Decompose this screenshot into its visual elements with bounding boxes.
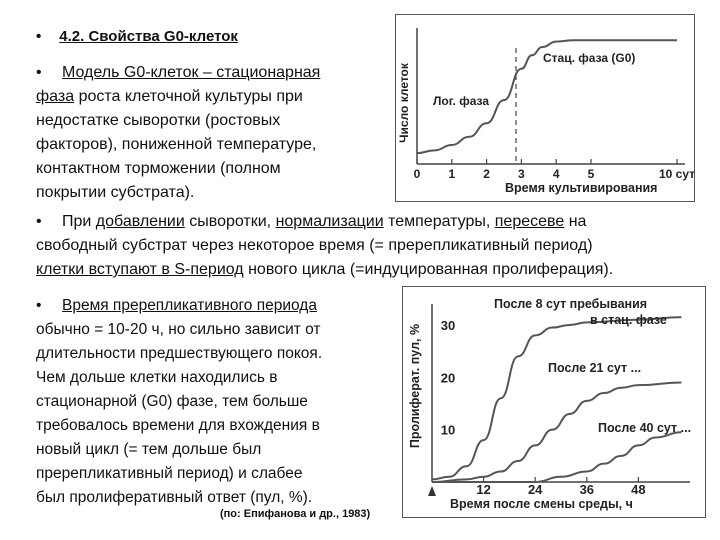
para2-text: на: [564, 213, 587, 230]
para1-text: Модель G0-клеток –: [62, 64, 217, 81]
para2-text: температуры,: [383, 213, 495, 230]
para1-line: [36, 85, 320, 109]
title-bullet: •: [36, 28, 42, 45]
para3-line: обычно = 10-20 ч, но сильно зависит от: [36, 321, 321, 338]
chart2-x-tick-label: 12: [476, 482, 491, 497]
chart1-ylabel: Число клеток: [397, 63, 411, 143]
growth-curve-chart: [395, 14, 695, 202]
chart2-y-tick-label: 20: [440, 370, 456, 386]
chart2-x-tick-label: 48: [631, 482, 646, 497]
chart1-xlabel: Время культивирования: [505, 181, 658, 195]
para1-bullet: •: [36, 64, 42, 81]
para2-text: клетки вступают в S-период: [36, 261, 244, 278]
para3-text: Время пререпликативного периода: [62, 297, 317, 314]
para3-line: стационарной (G0) фазе, тем больше: [36, 393, 308, 410]
chart2-x-tick-label: 24: [527, 482, 543, 497]
paragraph-induced-proliferation: [36, 210, 613, 282]
para1-text: стационарная: [216, 64, 321, 81]
chart2-series-label-8: После 8 сут пребывания: [494, 297, 648, 311]
para1-text: фаза: [36, 88, 75, 105]
citation: (по: Епифанова и др., 1983): [220, 508, 371, 520]
para2-bullet: •: [36, 213, 42, 230]
slide-title: [36, 28, 238, 45]
para3-line: требовалось времени для вхождения в: [36, 417, 320, 434]
chart1-x-tick-label: 2: [483, 167, 490, 181]
para3-line: был пролиферативный ответ (пул, %).: [36, 489, 313, 506]
para1-text: роста клеточной культуры при: [74, 88, 303, 105]
chart1-x-tick-label: 0: [413, 167, 421, 181]
chart1-x-tick-label: 10 сут: [658, 167, 695, 181]
para3-line: [36, 294, 322, 318]
chart2-x-tick-label: 36: [579, 482, 595, 497]
chart1-x-tick-label: 4: [552, 167, 560, 181]
para2-line: [36, 210, 613, 234]
chart1-x-tick-label: 1: [448, 167, 456, 181]
para2-text: нормализации: [275, 213, 384, 230]
chart2-xlabel: Время после смены среды, ч: [450, 497, 633, 511]
chart1-frame: [396, 15, 695, 202]
para1-line: контактном торможении (полном: [36, 160, 281, 177]
para3-bullet: •: [36, 297, 42, 314]
para1-line: покрытии субстрата).: [36, 184, 195, 201]
para3-line: длительности предшествующего покоя.: [36, 345, 323, 362]
para3-line: Чем дольше клетки находились в: [36, 369, 278, 386]
para3-line: пререпликативный период) и слабее: [36, 465, 303, 482]
para3-line: новый цикл (= тем дольше был: [36, 441, 262, 458]
paragraph-g0-model: [36, 61, 320, 205]
chart2-y-tick-label: 10: [440, 422, 456, 438]
chart1-stat-phase-label: Стац. фаза (G0): [543, 51, 636, 65]
para2-line: свободный субстрат через некоторое время (= пререпликативный период): [36, 237, 593, 254]
para2-text: При: [62, 213, 96, 230]
para1-line: недостатке сыворотки (ростовых: [36, 112, 281, 129]
chart2-y-tick-label: 30: [440, 317, 456, 333]
chart1-x-tick-label: 5: [587, 167, 595, 181]
para2-text: пересеве: [494, 213, 565, 230]
para1-line: [36, 61, 320, 85]
para2-text: добавлении: [95, 213, 185, 230]
para1-line: факторов), пониженной температуре,: [36, 136, 317, 153]
paragraph-prereplicative-period: [36, 294, 322, 510]
chart1-x-tick-label: 3: [518, 167, 525, 181]
para2-line: [36, 258, 613, 282]
chart2-series-label-21: После 21 сут ...: [548, 361, 642, 375]
proliferative-pool-chart: [402, 286, 706, 518]
para2-text: сыворотки,: [184, 213, 276, 230]
para2-text: нового цикла (=индуцированная пролиферация).: [243, 261, 614, 278]
title-text: 4.2. Свойства G0-клеток: [59, 28, 238, 45]
chart2-series-label-40: После 40 сут ...: [598, 421, 692, 435]
chart2-ylabel: Пролиферат. пул, %: [408, 323, 422, 449]
chart1-log-phase-label: Лог. фаза: [433, 94, 490, 108]
chart2-series-label-8b: в стац. фазе: [590, 313, 667, 327]
